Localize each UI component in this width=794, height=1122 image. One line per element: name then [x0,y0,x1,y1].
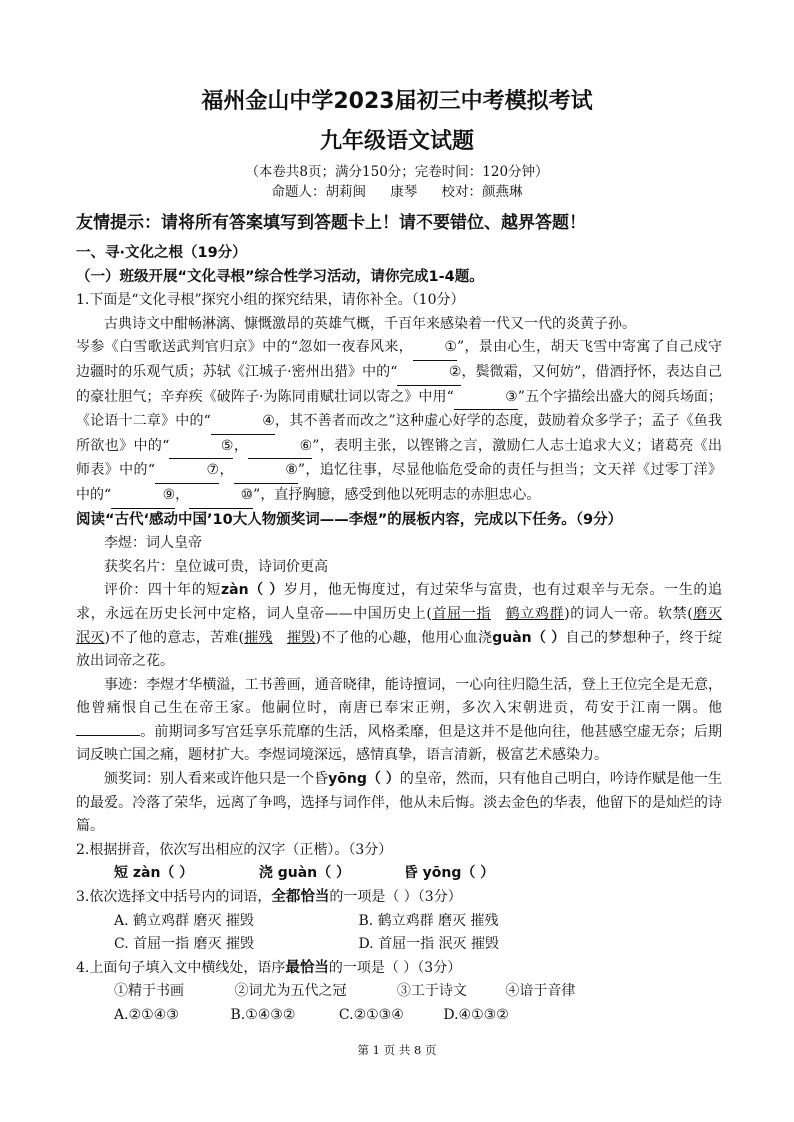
q4-item: ②词尤为五代之冠 [234,983,347,1000]
q4-options [76,1004,722,1028]
q4-items [76,980,722,1004]
section-1 [76,242,722,1028]
question-4: 4.上面句子填入文中横线处，语序最恰当的一项是（ ）（3分） [76,959,462,976]
li-yu-name: 李煜：词人皇帝 [104,535,202,552]
exam-authors [0,180,794,200]
exam-subtitle: 九年级语文试题 [319,129,474,154]
q3-option-b[interactable]: B. 鹤立鸡群 磨灭 摧残 [358,912,499,929]
question-1: 1.下面是“文化寻根”探究小组的探究结果，请你补全。（10分） [76,292,465,309]
q4-item: ③工于诗文 [396,983,467,1000]
answer-blank[interactable]: ② [397,361,461,386]
q3-options-row [76,933,722,957]
pinyin-blank[interactable]: guàn（ ） [492,629,566,646]
page-footer: 第 1 页 共 8 页 [357,1043,437,1057]
q3-option-d[interactable]: D. 首屈一指 泯灭 摧毁 [358,936,499,953]
proofreader-name: 校对：颜燕琳 [441,184,523,200]
answer-blank[interactable] [76,735,140,736]
answer-blank[interactable]: ⑤ [169,435,233,460]
question-3: 3.依次选择文中括号内的词语，全都恰当的一项是（ ）（3分） [76,889,462,906]
q4-option-d[interactable]: D.④①③② [443,1007,509,1023]
author-name: 命题人：胡莉闽 [271,184,366,200]
q2-item[interactable]: 短 zàn（ ） [114,865,194,882]
answer-blank[interactable]: ⑨ [111,484,175,509]
award-card: 获奖名片：皇位诚可贵，诗词价更高 [104,558,328,575]
part-heading: （一）班级开展“文化寻根”综合性学习活动，请你完成1-4题。 [76,268,484,285]
friendly-tip: 友情提示：请将所有答案填写到答题卡上！请不要错位、越界答题！ [76,213,586,233]
award-speech: 颁奖词：别人看来或许他只是一个昏yōng（ ）的皇帝，然而，只有他自己明白，吟诗作赋是他一生的最爱。冷落了荣华，远离了争鸣，选择与词作伴，他从未后悔。淡去金色的华表，他留下的是灿烂的诗篇。 [76,771,723,835]
pinyin-blank[interactable]: yōng（ ） [328,771,400,788]
exam-title: 福州金山中学2023届初三中考模拟考试 [201,89,593,114]
answer-blank[interactable]: ① [413,336,457,361]
q2-item[interactable]: 浇 guàn（ ） [258,865,351,882]
q2-items [76,862,722,886]
evaluation: 评价：四十年的短zàn（ ）岁月，他无悔度过，有过荣华与富贵，也有过艰辛与无奈。一生的追求，永远在历史长河中定格，词人皇帝——中国历史上(首屈一指 鹤立鸡群)的词人一帝。软禁(磨灭 泯灭)不了他的意志，苦难(摧残 摧毁)不了他的心趣，他用心血浇guàn（ ）自己的梦想种子，终于绽放出词帝之花。 [76,582,723,670]
answer-blank[interactable]: ⑩ [189,484,253,509]
q3-option-a[interactable]: A. 鹤立鸡群 磨灭 摧毁 [114,912,254,929]
pinyin-blank[interactable]: zàn（ ） [221,582,284,599]
q3-option-c[interactable]: C. 首屈一指 磨灭 摧毁 [114,936,255,953]
deeds: 事迹：李煜才华横溢，工书善画，通音晓律，能诗擅词，一心向往归隐生活，登上王位完全是无意，他曾痛恨自己生在帝王家。他嗣位时，南唐已奉宋正朔，多次入宋朝进贡，苟安于江南一隅。他。前期词多写宫廷享乐荒靡的生活，风格柔靡，但是这并不是他向往，他甚感空虚无奈；后期词反映亡国之痛，题材扩大。李煜词境深远，感情真挚，语言清新，极富艺术感染力。 [76,676,722,764]
answer-blank[interactable]: ④ [211,410,275,435]
answer-blank[interactable]: ⑥ [248,435,312,460]
answer-blank[interactable]: ③ [454,386,518,411]
exam-info: （本卷共8页；满分150分；完卷时间：120分钟） [245,164,549,180]
q3-options-row [76,910,722,934]
q2-item[interactable]: 昏 yōng（ ） [403,865,495,882]
q4-item: ①精于书画 [114,983,184,1000]
q1-intro: 古典诗文中酣畅淋漓、慷慨激昂的英雄气概，千百年来感染着一代又一代的炎黄子孙。 [104,315,636,332]
author-name: 康琴 [390,184,418,200]
answer-blank[interactable]: ⑧ [234,459,298,484]
q4-option-a[interactable]: A.②①④③ [114,1007,179,1023]
q4-option-b[interactable]: B.①④③② [230,1007,296,1023]
q4-option-c[interactable]: C.②①③④ [338,1007,404,1023]
q1-passage: 岑参《白雪歌送武判官归京》中的“忽如一夜春风来， ①”，景由心生，胡天飞雪中寄寓了自己戍守边疆时的乐观气质；苏轼《江城子·密州出猎》中的“ ②，鬓微霜，又何妨”，借酒抒怀，表达自己的豪壮胆气；辛弃疾《破阵子·为陈同甫赋壮词以寄之》中用“ ③”五个字描绘出盛大的阅兵场面；《论语十二章》中的“ ④，其不善者而改之”这种虚心好学的态度，鼓励着众多学子；孟子《鱼我所欲也》中的“ ⑤， ⑥”，表明主张，以铿锵之言，激励仁人志士追求大义；诸葛亮《出师表》中的“ ⑦， ⑧”，追忆往事，尽显他临危受命的责任与担当；文天祥《过零丁洋》中的“ ⑨， ⑩”，直抒胸臆，感受到他以死明志的赤胆忠心。 [76,336,722,508]
answer-blank[interactable]: ⑦ [155,459,219,484]
reading-heading: 阅读“古代‘感动中国’10大人物颁奖词——李煜”的展板内容，完成以下任务。（9分） [76,511,623,528]
section-heading: 一、寻·文化之根（19分） [76,245,247,261]
question-2: 2.根据拼音，依次写出相应的汉字（正楷）。（3分） [76,841,393,858]
q4-item: ④谙于音律 [505,983,576,1000]
